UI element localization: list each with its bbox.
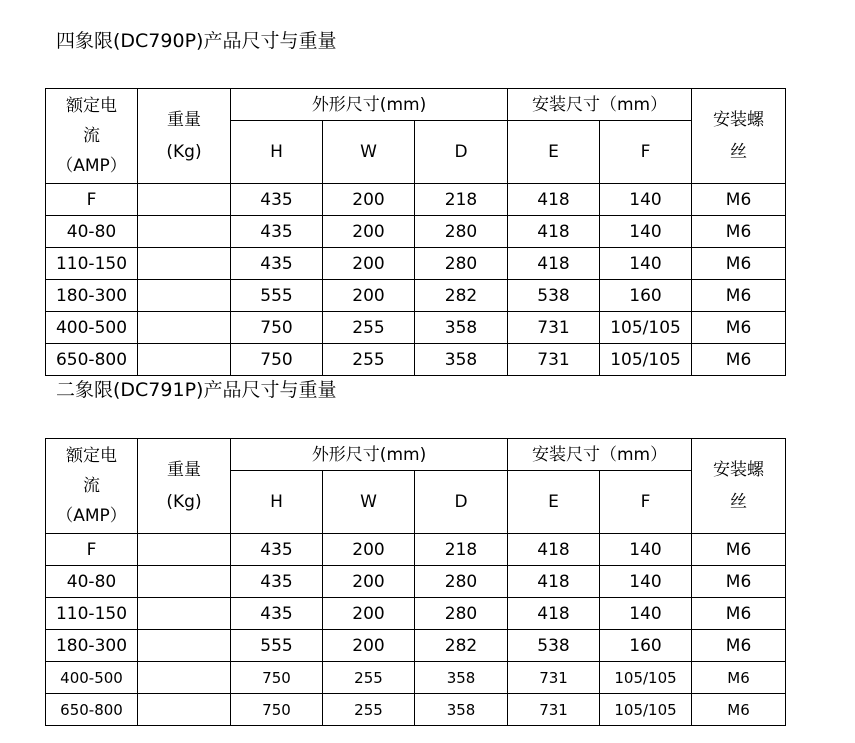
header-weight	[138, 89, 231, 184]
header-outer-dimensions: 外形尺寸(mm)	[231, 439, 508, 471]
cell-screw: M6	[692, 694, 786, 726]
cell-weight	[138, 694, 231, 726]
cell-f: 160	[600, 630, 692, 662]
cell-f: 140	[600, 216, 692, 248]
cell-weight	[138, 248, 231, 280]
subheader-f: F	[600, 471, 692, 534]
cell-h: 435	[231, 534, 323, 566]
cell-w: 255	[323, 662, 415, 694]
table-row	[46, 598, 786, 630]
header-screw	[692, 439, 786, 534]
cell-weight	[138, 216, 231, 248]
cell-h: 435	[231, 598, 323, 630]
cell-amp: 110-150	[46, 248, 138, 280]
header-install-dimensions: 安装尺寸（mm）	[508, 439, 692, 471]
cell-w: 255	[323, 344, 415, 376]
cell-w: 200	[323, 248, 415, 280]
header-install-dimensions: 安装尺寸（mm）	[508, 89, 692, 121]
header-current	[46, 89, 138, 184]
cell-f: 140	[600, 248, 692, 280]
cell-w: 200	[323, 216, 415, 248]
header-current	[46, 439, 138, 534]
table-row	[46, 630, 786, 662]
cell-w: 200	[323, 630, 415, 662]
header-screw-line-1: 安装螺	[713, 110, 765, 130]
header-weight-line-1: 重量	[167, 460, 201, 480]
cell-f: 140	[600, 184, 692, 216]
header-weight-line-2: (Kg)	[166, 492, 202, 512]
cell-e: 538	[508, 630, 600, 662]
cell-e: 418	[508, 598, 600, 630]
cell-e: 418	[508, 216, 600, 248]
table-row	[46, 312, 786, 344]
cell-screw: M6	[692, 598, 786, 630]
cell-screw: M6	[692, 534, 786, 566]
header-current-line-1: 额定电	[66, 446, 117, 466]
cell-amp: 40-80	[46, 566, 138, 598]
subheader-e: E	[508, 121, 600, 184]
cell-screw: M6	[692, 312, 786, 344]
cell-amp: 180-300	[46, 280, 138, 312]
cell-amp: 400-500	[46, 662, 138, 694]
cell-f: 105/105	[600, 662, 692, 694]
cell-screw: M6	[692, 184, 786, 216]
cell-h: 555	[231, 280, 323, 312]
cell-e: 418	[508, 534, 600, 566]
subheader-d: D	[415, 471, 508, 534]
cell-d: 282	[415, 280, 508, 312]
cell-amp: F	[46, 184, 138, 216]
cell-e: 538	[508, 280, 600, 312]
cell-w: 200	[323, 534, 415, 566]
cell-screw: M6	[692, 662, 786, 694]
table-row	[46, 566, 786, 598]
subheader-d: D	[415, 121, 508, 184]
header-current-line-1: 额定电	[66, 96, 117, 116]
header-current-line-2: 流	[83, 476, 100, 496]
header-current-line-3: （AMP）	[56, 156, 127, 176]
spec-table-dc791p	[45, 438, 786, 726]
header-row	[46, 439, 786, 471]
cell-f: 160	[600, 280, 692, 312]
cell-weight	[138, 534, 231, 566]
cell-h: 750	[231, 694, 323, 726]
table-row	[46, 184, 786, 216]
header-row	[46, 89, 786, 121]
cell-w: 200	[323, 184, 415, 216]
subheader-h: H	[231, 471, 323, 534]
cell-d: 280	[415, 566, 508, 598]
header-weight	[138, 439, 231, 534]
cell-f: 140	[600, 534, 692, 566]
subheader-w: W	[323, 471, 415, 534]
header-weight-line-2: (Kg)	[166, 142, 202, 162]
cell-h: 435	[231, 566, 323, 598]
header-screw-line-2: 丝	[730, 492, 748, 512]
header-outer-dimensions: 外形尺寸(mm)	[231, 89, 508, 121]
cell-amp: 180-300	[46, 630, 138, 662]
cell-weight	[138, 344, 231, 376]
cell-h: 435	[231, 216, 323, 248]
cell-amp: 110-150	[46, 598, 138, 630]
cell-d: 280	[415, 216, 508, 248]
cell-weight	[138, 630, 231, 662]
cell-amp: 400-500	[46, 312, 138, 344]
cell-d: 358	[415, 344, 508, 376]
cell-weight	[138, 184, 231, 216]
cell-w: 255	[323, 312, 415, 344]
cell-h: 435	[231, 248, 323, 280]
subheader-f: F	[600, 121, 692, 184]
cell-f: 105/105	[600, 694, 692, 726]
cell-e: 731	[508, 662, 600, 694]
cell-amp: F	[46, 534, 138, 566]
cell-screw: M6	[692, 280, 786, 312]
cell-d: 280	[415, 598, 508, 630]
cell-h: 555	[231, 630, 323, 662]
cell-screw: M6	[692, 630, 786, 662]
table-row	[46, 248, 786, 280]
cell-e: 418	[508, 566, 600, 598]
table-row	[46, 344, 786, 376]
cell-weight	[138, 598, 231, 630]
section-title-dc791p: 二象限(DC791P)产品尺寸与重量	[56, 379, 337, 401]
cell-screw: M6	[692, 344, 786, 376]
cell-e: 418	[508, 184, 600, 216]
cell-d: 218	[415, 534, 508, 566]
header-weight-line-1: 重量	[167, 110, 201, 130]
cell-amp: 40-80	[46, 216, 138, 248]
cell-w: 200	[323, 566, 415, 598]
table-row	[46, 534, 786, 566]
cell-f: 140	[600, 598, 692, 630]
cell-d: 218	[415, 184, 508, 216]
cell-w: 200	[323, 280, 415, 312]
table-row	[46, 662, 786, 694]
cell-weight	[138, 280, 231, 312]
cell-screw: M6	[692, 216, 786, 248]
cell-h: 435	[231, 184, 323, 216]
subheader-h: H	[231, 121, 323, 184]
cell-screw: M6	[692, 566, 786, 598]
table-row	[46, 280, 786, 312]
cell-amp: 650-800	[46, 694, 138, 726]
cell-w: 255	[323, 694, 415, 726]
cell-f: 105/105	[600, 312, 692, 344]
cell-e: 731	[508, 312, 600, 344]
header-current-line-2: 流	[83, 126, 100, 146]
spec-table-dc790p	[45, 88, 786, 376]
table-row	[46, 216, 786, 248]
cell-e: 731	[508, 344, 600, 376]
cell-screw: M6	[692, 248, 786, 280]
cell-f: 140	[600, 566, 692, 598]
cell-w: 200	[323, 598, 415, 630]
cell-d: 358	[415, 312, 508, 344]
section-title-dc790p: 四象限(DC790P)产品尺寸与重量	[56, 30, 337, 52]
cell-h: 750	[231, 662, 323, 694]
subheader-e: E	[508, 471, 600, 534]
header-current-line-3: （AMP）	[56, 506, 127, 526]
cell-d: 280	[415, 248, 508, 280]
cell-d: 282	[415, 630, 508, 662]
cell-h: 750	[231, 344, 323, 376]
cell-d: 358	[415, 662, 508, 694]
table-row	[46, 694, 786, 726]
cell-amp: 650-800	[46, 344, 138, 376]
cell-f: 105/105	[600, 344, 692, 376]
cell-d: 358	[415, 694, 508, 726]
header-screw-line-2: 丝	[730, 142, 748, 162]
cell-weight	[138, 662, 231, 694]
cell-e: 731	[508, 694, 600, 726]
subheader-w: W	[323, 121, 415, 184]
header-screw	[692, 89, 786, 184]
header-screw-line-1: 安装螺	[713, 460, 765, 480]
cell-h: 750	[231, 312, 323, 344]
cell-weight	[138, 312, 231, 344]
cell-weight	[138, 566, 231, 598]
cell-e: 418	[508, 248, 600, 280]
